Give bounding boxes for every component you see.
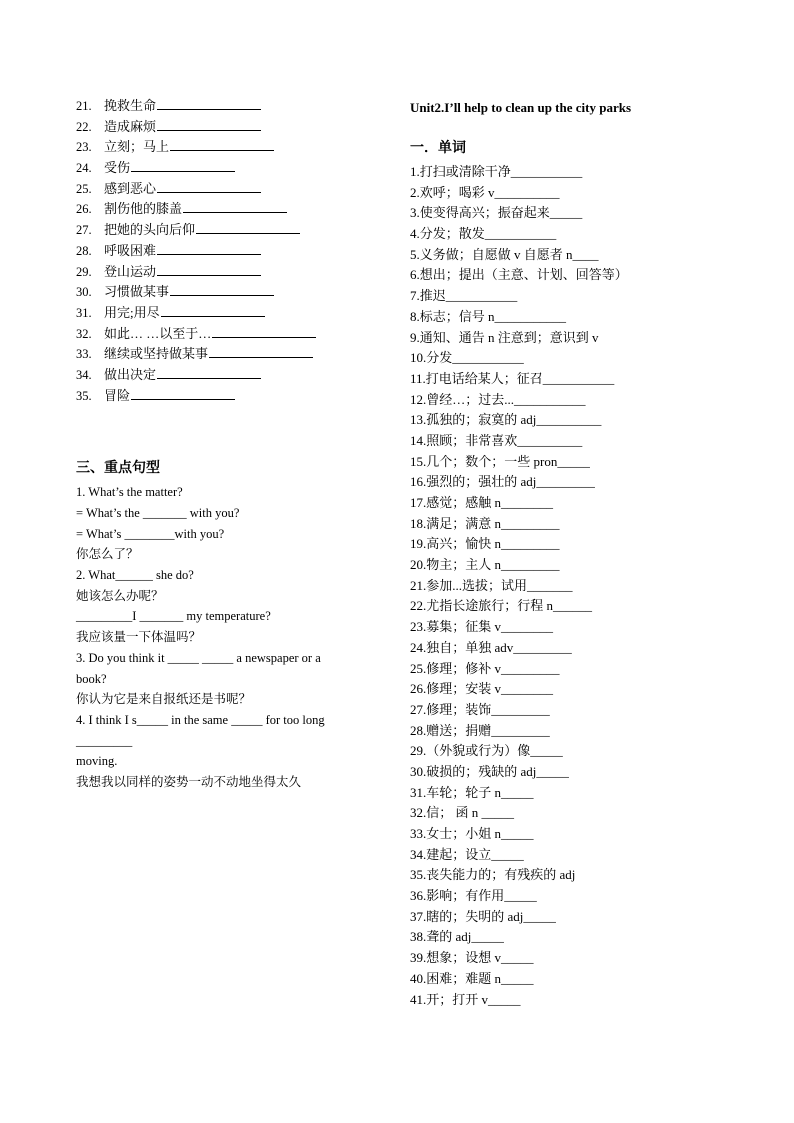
word-item: 2.欢呼；喝彩 v__________ [410,184,560,200]
answer-blank[interactable] [131,386,235,400]
word-item: 6.想出；提出（主意、计划、回答等） [410,267,628,283]
item-number: 21. [76,99,92,113]
word-item: 8.标志；信号 n___________ [410,308,567,324]
item-number: 35. [76,388,92,403]
item-number: 25. [76,181,92,196]
word-item: 9.通知、通告 n 注意到；意识到 v [410,329,599,345]
sentence-line: 1. What’s the matter? [76,485,183,500]
answer-blank[interactable] [131,158,235,172]
word-item: 18.满足；满意 n_________ [410,515,560,531]
word-item: 40.困难；难题 n_____ [410,970,534,986]
phrase-item [76,117,376,138]
word-item: 26.修理；安装 v________ [410,681,554,697]
phrase-item [76,199,376,220]
word-item: 7.推迟___________ [410,288,518,304]
sentence-line: 2. What______ she do? [76,568,194,583]
word-item: 37.瞎的；失明的 adj_____ [410,908,556,924]
word-item: 27.修理；装饰_________ [410,701,550,717]
answer-blank[interactable] [196,220,300,234]
answer-blank[interactable] [157,96,261,110]
word-item: 30.破损的；残缺的 adj_____ [410,763,569,779]
phrase-item [76,158,376,179]
item-number: 29. [76,264,92,279]
answer-blank[interactable] [183,199,287,213]
sentence-line: 你怎么了？ [76,547,139,562]
phrase-item [76,220,376,241]
item-number: 26. [76,202,92,217]
phrase-item [76,241,376,262]
unit-title: Unit2.I’ll help to clean up the city parks [410,100,632,115]
answer-blank[interactable] [157,179,261,193]
word-item: 31.车轮；轮子 n_____ [410,784,534,800]
sentence-line: 我应该量一下体温吗？ [76,630,202,645]
word-item: 34.建起；设立_____ [410,846,524,862]
answer-blank[interactable] [209,344,313,358]
word-item: 28.赠送；捐赠_________ [410,722,550,738]
sentence-line: moving. [76,754,118,769]
phrase-text: 受伤 [104,160,131,176]
word-item: 12.曾经…；过去...___________ [410,391,586,407]
word-item: 41.开；打开 v_____ [410,991,521,1007]
sentence-line: = What’s the _______ with you? [76,506,240,520]
sentence-line: 4. I think I s_____ in the same _____ for too long [76,712,325,727]
answer-blank[interactable] [157,241,261,255]
phrase-item [76,179,376,200]
right-column [410,96,750,1010]
item-number: 33. [76,347,92,362]
phrase-text: 登山运动 [104,263,157,279]
item-number: 31. [76,305,92,320]
phrase-text: 继续或坚持做某事 [104,346,209,362]
left-column [76,96,376,793]
word-item: 36.影响；有作用_____ [410,888,537,904]
sentence-line: 她该怎么办呢？ [76,588,164,603]
answer-blank[interactable] [170,282,274,296]
item-number: 22. [76,119,92,134]
phrase-list [76,96,376,406]
item-number: 34. [76,367,92,382]
word-item: 35.丧失能力的；有残疾的 adj [410,867,576,883]
item-number: 32. [76,326,92,341]
word-item: 39.想象；设想 v_____ [410,950,534,966]
word-item: 32.信； 函 n _____ [410,805,515,821]
word-item: 11.打电话给某人；征召___________ [410,370,615,386]
answer-blank[interactable] [170,137,274,151]
word-item: 3.使变得高兴；振奋起来_____ [410,205,583,221]
sentence-line: _________ [76,733,133,748]
answer-blank[interactable] [157,365,261,379]
phrase-item [76,96,376,117]
item-number: 24. [76,161,92,176]
word-item: 20.物主；主人 n_________ [410,557,560,573]
word-item: 29.（外貌或行为）像_____ [410,743,563,759]
word-item: 17.感觉；感触 n________ [410,495,554,510]
word-item: 33.女士；小姐 n_____ [410,826,534,841]
word-item: 25.修理；修补 v_________ [410,660,560,676]
answer-blank[interactable] [161,303,265,317]
word-item: 13.孤独的；寂寞的 adj__________ [410,412,602,428]
phrase-item [76,365,376,386]
word-item: 10.分发___________ [410,350,524,366]
phrase-item [76,282,376,303]
word-item: 24.独自；单独 adv_________ [410,639,572,655]
phrase-item [76,137,376,158]
item-number: 28. [76,243,92,258]
phrase-text: 把她的头向后仰 [104,222,196,238]
phrase-item [76,303,376,324]
sentence-line: 3. Do you think it _____ _____ a newspaper or a [76,650,321,665]
phrase-text: 做出决定 [104,366,157,382]
answer-blank[interactable] [157,117,261,131]
section-1-title: 一．单词 [410,141,466,156]
sentence-line: 你认为它是来自报纸还是书呢？ [76,692,252,707]
word-item: 15.几个；数个；一些 pron_____ [410,453,590,469]
word-item: 21.参加...选拔；试用_______ [410,577,573,593]
word-item: 23.募集；征集 v________ [410,619,554,635]
item-number: 30. [76,285,92,300]
word-item: 19.高兴；愉快 n_________ [410,536,560,552]
phrase-text: 习惯做某事 [104,284,170,300]
phrase-text: 呼吸困难 [104,242,157,258]
word-list [410,162,750,1010]
sentence-line: _________I _______ my temperature? [76,609,271,624]
section-3-title: 三、重点句型 [76,461,160,477]
word-item: 5.义务做；自愿做 v 自愿者 n____ [410,246,599,262]
phrase-item [76,262,376,283]
item-number: 27. [76,223,92,238]
phrase-item [76,324,376,345]
phrase-text: 立刻；马上 [104,139,170,155]
phrase-text: 挽救生命 [104,98,157,113]
answer-blank[interactable] [212,324,316,338]
phrase-text: 如此… …以至于… [104,325,212,341]
word-item: 38.聋的 adj_____ [410,929,504,945]
sentence-line: = What’s ________with you? [76,526,225,541]
phrase-text: 割伤他的膝盖 [104,201,183,217]
word-item: 14.照顾；非常喜欢__________ [410,432,583,448]
phrase-text: 用完;用尽 [104,304,160,320]
item-number: 23. [76,140,92,155]
sentence-pattern-list [76,482,376,792]
word-item: 4.分发；散发___________ [410,226,557,242]
sentence-line: book? [76,671,107,686]
phrase-text: 冒险 [104,387,131,403]
phrase-item [76,344,376,365]
phrase-item [76,386,376,407]
word-item: 16.强烈的；强壮的 adj_________ [410,474,595,490]
word-item: 1.打扫或清除干净___________ [410,164,583,179]
phrase-text: 造成麻烦 [104,118,157,134]
phrase-text: 感到恶心 [104,180,157,196]
sentence-line: 我想我以同样的姿势一动不动地坐得太久 [76,774,302,789]
answer-blank[interactable] [157,262,261,276]
word-item: 22.尤指长途旅行；行程 n______ [410,598,593,614]
